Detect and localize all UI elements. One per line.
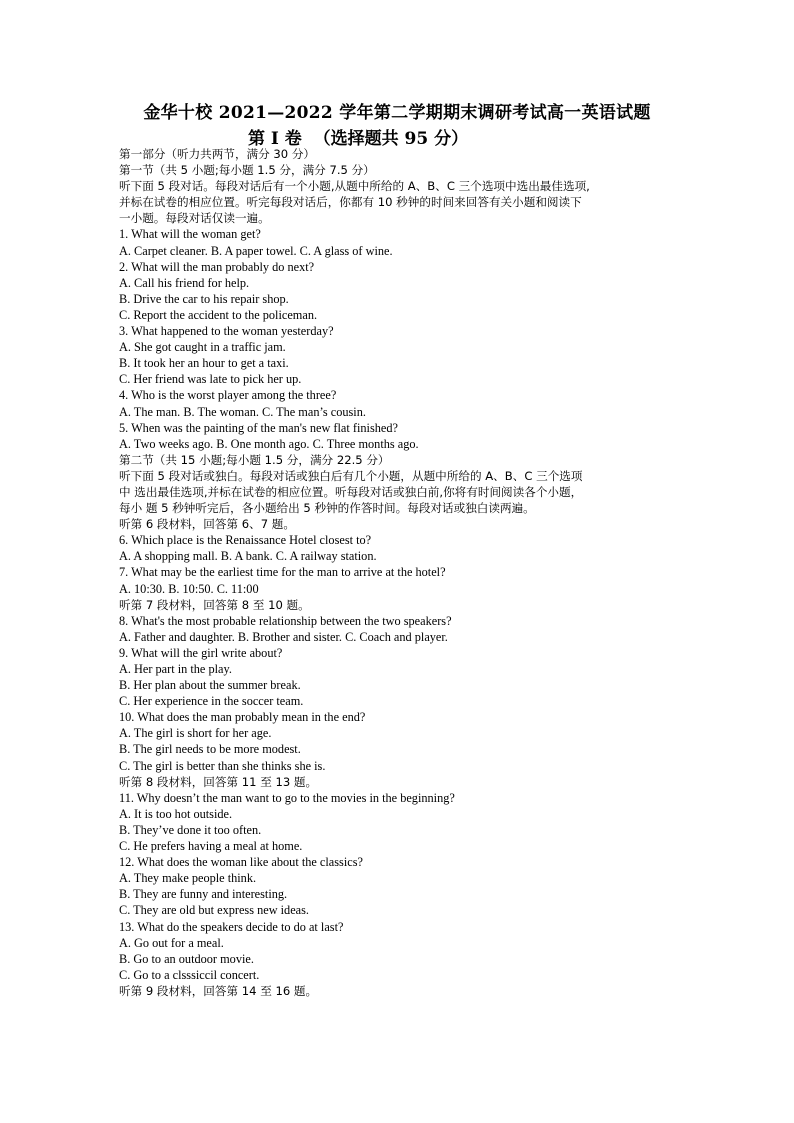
option-line: C. Go to a clsssiccil concert. — [119, 967, 260, 982]
instruction-line: 中 选出最佳选项,并标在试卷的相应位置。听每段对话或独白前,你将有时间阅读各个小题， — [119, 484, 583, 499]
question-3: 3. What happened to the woman yesterday? — [119, 324, 334, 339]
question-13: 13. What do the speakers decide to do at last? — [119, 919, 344, 934]
option-line: C. Her experience in the soccer team. — [119, 694, 304, 709]
option-line: C. They are old but express new ideas. — [119, 903, 309, 918]
option-line: B. Go to an outdoor movie. — [119, 951, 254, 966]
question-8: 8. What's the most probable relationship between the two speakers? — [119, 613, 452, 628]
question-5: 5. When was the painting of the man's new flat finished? — [119, 420, 398, 435]
question-5-options: A. Two weeks ago. B. One month ago. C. Three months ago. — [119, 436, 419, 451]
exam-body — [119, 146, 679, 999]
option-line: A. It is too hot outside. — [119, 806, 233, 821]
material-heading: 听第 8 段材料，回答第 11 至 13 题。 — [119, 774, 318, 789]
section-heading: 第一节（共 5 小题;每小题 1.5 分，满分 7.5 分） — [119, 163, 375, 178]
material-heading: 听第 9 段材料，回答第 14 至 16 题。 — [119, 983, 318, 998]
instruction-line: 听下面 5 段对话或独白。每段对话或独白后有几个小题，从题中所给的 A、B、C 三个选项 — [119, 468, 583, 483]
option-line: B. They’ve done it too often. — [119, 822, 262, 837]
section-subtitle: 第 I 卷 （选择题共 95 分） — [248, 129, 469, 149]
option-line: B. It took her an hour to get a taxi. — [119, 356, 289, 371]
question-1: 1. What will the woman get? — [119, 227, 261, 242]
question-7: 7. What may be the earliest time for the man to arrive at the hotel? — [119, 565, 446, 580]
question-6: 6. Which place is the Renaissance Hotel closest to? — [119, 533, 372, 548]
question-4-options: A. The man. B. The woman. C. The man’s cousin. — [119, 404, 366, 419]
option-line: A. Her part in the play. — [119, 662, 232, 676]
question-6-options: A. A shopping mall. B. A bank. C. A railway station. — [119, 549, 377, 564]
question-9: 9. What will the girl write about? — [119, 645, 283, 660]
instruction-line: 听下面 5 段对话。每段对话后有一个小题,从题中所给的 A、B、C 三个选项中选出最佳选项, — [119, 179, 590, 194]
option-line: A. She got caught in a traffic jam. — [119, 340, 286, 355]
material-heading: 听第 6 段材料，回答第 6、7 题。 — [119, 517, 295, 532]
option-line: C. The girl is better than she thinks she is. — [119, 758, 326, 773]
option-line: C. He prefers having a meal at home. — [119, 839, 303, 854]
question-1-options: A. Carpet cleaner. B. A paper towel. C. A glass of wine. — [119, 243, 393, 258]
option-line: C. Her friend was late to pick her up. — [119, 372, 302, 387]
exam-title: 金华十校 2021—2022 学年第二学期期末调研考试高一英语试题 — [143, 103, 651, 123]
section-heading: 第二节（共 15 小题;每小题 1.5 分，满分 22.5 分） — [119, 452, 390, 467]
option-line: B. The girl needs to be more modest. — [119, 742, 301, 757]
question-11: 11. Why doesn’t the man want to go to the movies in the beginning? — [119, 790, 455, 805]
option-line: B. Drive the car to his repair shop. — [119, 291, 289, 306]
option-line: B. They are funny and interesting. — [119, 887, 288, 902]
material-heading: 听第 7 段材料，回答第 8 至 10 题。 — [119, 597, 310, 612]
option-line: B. Her plan about the summer break. — [119, 678, 301, 693]
question-10: 10. What does the man probably mean in the end? — [119, 710, 366, 725]
instruction-line: 一小题。每段对话仅读一遍。 — [119, 211, 270, 226]
question-7-options: A. 10:30. B. 10:50. C. 11:00 — [119, 581, 259, 596]
question-12: 12. What does the woman like about the classics? — [119, 855, 363, 870]
instruction-line: 并标在试卷的相应位置。听完每段对话后，你都有 10 秒钟的时间来回答有关小题和阅读下 — [119, 195, 582, 210]
instruction-line: 每小 题 5 秒钟听完后，各小题给出 5 秒钟的作答时间。每段对话或独白读两遍。 — [119, 501, 535, 516]
question-2: 2. What will the man probably do next? — [119, 259, 315, 274]
question-8-options: A. Father and daughter. B. Brother and sister. C. Coach and player. — [119, 629, 448, 644]
question-4: 4. Who is the worst player among the three? — [119, 388, 337, 403]
option-line: C. Report the accident to the policeman. — [119, 307, 318, 322]
option-line: A. The girl is short for her age. — [119, 726, 272, 741]
option-line: A. Call his friend for help. — [119, 275, 250, 290]
option-line: A. They make people think. — [119, 871, 257, 886]
option-line: A. Go out for a meal. — [119, 935, 224, 950]
part-heading: 第一部分（听力共两节，满分 30 分） — [119, 147, 316, 161]
